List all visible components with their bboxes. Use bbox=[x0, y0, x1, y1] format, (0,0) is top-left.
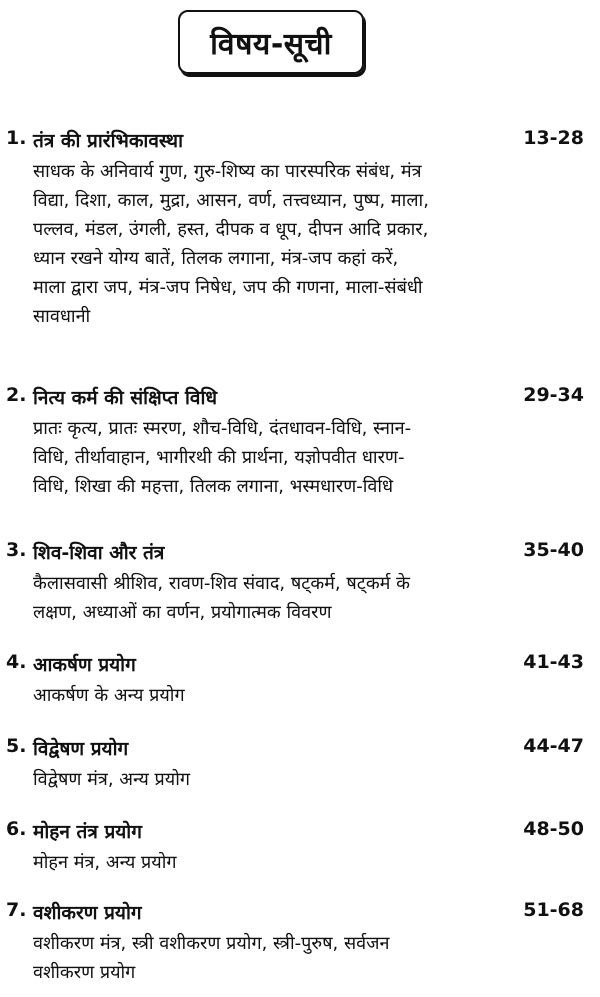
chapter-7 bbox=[0, 899, 600, 987]
chapter-4 bbox=[0, 651, 600, 710]
chapter-pages: 44-47 bbox=[523, 735, 584, 757]
chapter-topics bbox=[33, 155, 578, 331]
topic-line: विद्या, दिशा, काल, मुद्रा, आसन, वर्ण, तत्त्वध्यान, पुष्प, माला, bbox=[33, 190, 429, 211]
topic-line: साधक के अनिवार्य गुण, गुरु-शिष्य का पारस्परिक संबंध, मंत्र bbox=[33, 161, 422, 182]
chapter-number: 4. bbox=[6, 651, 27, 673]
chapter-2 bbox=[0, 384, 600, 501]
chapter-pages: 29-34 bbox=[523, 384, 584, 406]
topic-line: लक्षण, अध्याओं का वर्णन, प्रयोगात्मक विवरण bbox=[33, 602, 332, 623]
topic-line: सावधानी bbox=[33, 306, 91, 327]
chapter-title: तंत्र की प्रारंभिकावस्था bbox=[33, 130, 183, 152]
topic-line: वशीकरण प्रयोग bbox=[33, 962, 136, 983]
topic-line: आकर्षण के अन्य प्रयोग bbox=[33, 685, 185, 706]
chapter-number: 3. bbox=[6, 539, 27, 561]
chapter-title: शिव-शिवा और तंत्र bbox=[33, 542, 165, 564]
chapter-heading bbox=[0, 818, 600, 846]
chapter-topics bbox=[33, 412, 578, 501]
chapter-pages: 48-50 bbox=[523, 818, 584, 840]
chapter-topics bbox=[33, 846, 578, 877]
topic-line: ध्यान रखने योग्य बातें, तिलक लगाना, मंत्र-जप कहां करें, bbox=[33, 248, 399, 269]
page-title: विषय-सूची bbox=[210, 26, 332, 62]
topic-line: विधि, तीर्थावाहान, भागीरथी की प्रार्थना, यज्ञोपवीत धारण- bbox=[33, 447, 405, 468]
chapter-title: वशीकरण प्रयोग bbox=[33, 902, 142, 924]
chapter-heading bbox=[0, 127, 600, 155]
chapter-pages: 51-68 bbox=[523, 899, 584, 921]
topic-line: मोहन मंत्र, अन्य प्रयोग bbox=[33, 852, 177, 873]
chapter-1 bbox=[0, 127, 600, 331]
topic-line: वशीकरण मंत्र, स्त्री वशीकरण प्रयोग, स्त्री-पुरुष, सर्वजन bbox=[33, 933, 390, 954]
topic-line: पल्लव, मंडल, उंगली, हस्त, दीपक व धूप, दीपन आदि प्रकार, bbox=[33, 219, 429, 240]
chapter-number: 7. bbox=[6, 899, 27, 921]
chapter-title: आकर्षण प्रयोग bbox=[33, 654, 136, 676]
chapter-number: 5. bbox=[6, 735, 27, 757]
chapter-title: नित्य कर्म की संक्षिप्त विधि bbox=[33, 387, 218, 409]
chapter-heading bbox=[0, 899, 600, 927]
chapter-pages: 13-28 bbox=[523, 127, 584, 149]
chapter-heading bbox=[0, 539, 600, 567]
topic-line: कैलासवासी श्रीशिव, रावण-शिव संवाद, षट्कर्म, षट्कर्म के bbox=[33, 573, 410, 594]
chapter-heading bbox=[0, 735, 600, 763]
chapter-topics bbox=[33, 927, 578, 987]
chapter-topics bbox=[33, 679, 578, 710]
chapter-6 bbox=[0, 818, 600, 877]
topic-line: प्रातः कृत्य, प्रातः स्मरण, शौच-विधि, दंतधावन-विधि, स्नान- bbox=[33, 418, 412, 439]
topic-line: विधि, शिखा की महत्ता, तिलक लगाना, भस्मधारण-विधि bbox=[33, 476, 394, 497]
chapter-heading bbox=[0, 384, 600, 412]
chapter-pages: 35-40 bbox=[523, 539, 584, 561]
chapter-title: मोहन तंत्र प्रयोग bbox=[33, 821, 142, 843]
chapter-pages: 41-43 bbox=[523, 651, 584, 673]
chapter-number: 6. bbox=[6, 818, 27, 840]
chapter-heading bbox=[0, 651, 600, 679]
chapter-number: 2. bbox=[6, 384, 27, 406]
chapter-5 bbox=[0, 735, 600, 794]
chapter-topics bbox=[33, 567, 578, 627]
title-box bbox=[178, 10, 364, 74]
topic-line: माला द्वारा जप, मंत्र-जप निषेध, जप की गणना, माला-संबंधी bbox=[33, 277, 423, 298]
topic-line: विद्वेषण मंत्र, अन्य प्रयोग bbox=[33, 769, 191, 790]
chapter-topics bbox=[33, 763, 578, 794]
chapter-title: विद्वेषण प्रयोग bbox=[33, 738, 129, 760]
chapter-number: 1. bbox=[6, 127, 27, 149]
chapter-3 bbox=[0, 539, 600, 627]
